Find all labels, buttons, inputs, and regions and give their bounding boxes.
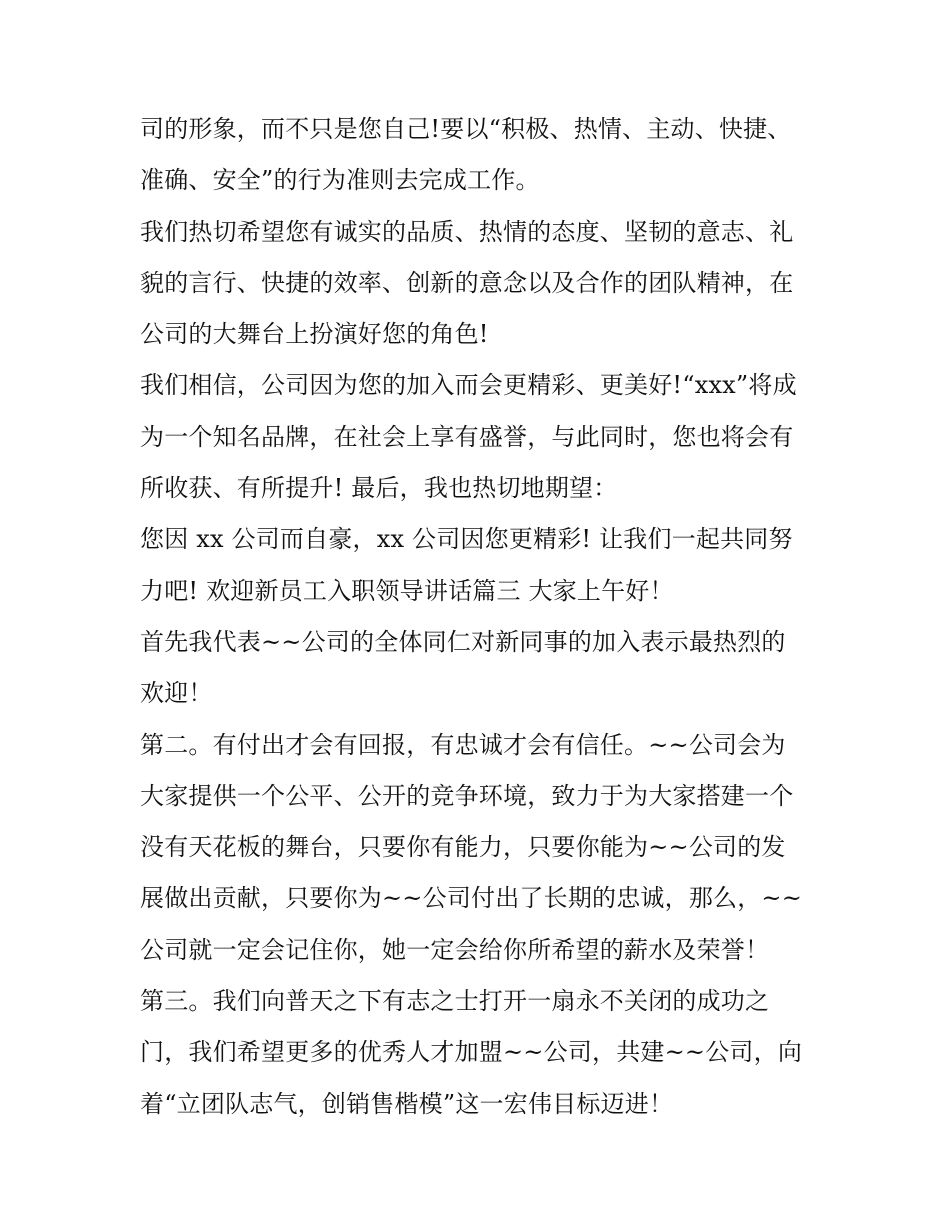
text-line: 貌的言行、快捷的效率、创新的意念以及合作的团队精神，在 [140,268,794,297]
text-line: 欢迎！ [140,679,213,708]
text-line: 我们热切希望您有诚实的品质、热情的态度、坚韧的意志、礼 [140,217,794,246]
text-line: 我们相信，公司因为您的加入而会更精彩、更美好!“xxx”将成 [140,371,797,400]
text-line: 着“立团队志气，创销售楷模”这一宏伟目标迈进！ [140,1089,674,1118]
text-line: 司的形象，而不只是您自己!要以“积极、热情、主动、快捷、 [140,115,792,143]
text-line: 准确、安全”的行为准则去完成工作。 [140,166,540,195]
text-line: 第三。我们向普天之下有志之士打开一扇永不关闭的成功之 [140,987,770,1016]
text-line: 展做出贡献，只要你为~~公司付出了长期的忠诚，那么，~~ [140,884,803,913]
text-line: 首先我代表~~公司的全体同仁对新同事的加入表示最热烈的 [140,627,786,656]
document-body [140,104,830,1130]
text-line: 大家提供一个公平、公开的竞争环境，致力于为大家搭建一个 [140,781,794,810]
text-line: 力吧! 欢迎新员工入职领导讲话篇三 大家上午好！ [140,576,674,605]
text-line: 公司的大舞台上扮演好您的角色! [140,320,489,349]
text-line: 为一个知名品牌，在社会上享有盛誉，与此同时，您也将会有 [140,422,794,451]
text-line: 您因 xx 公司而自豪，xx 公司因您更精彩! 让我们一起共同努 [140,525,793,554]
text-line: 门，我们希望更多的优秀人才加盟~~公司，共建~~公司，向 [140,1038,803,1067]
text-line: 所收获、有所提升! 最后，我也热切地期望： [140,474,618,503]
text-line: 公司就一定会记住你，她一定会给你所希望的薪水及荣誉！ [140,935,770,964]
text-line: 第二。有付出才会有回报，有忠诚才会有信任。~~公司会为 [140,730,786,759]
text-line: 没有天花板的舞台，只要你有能力，只要你能为~~公司的发 [140,833,786,862]
